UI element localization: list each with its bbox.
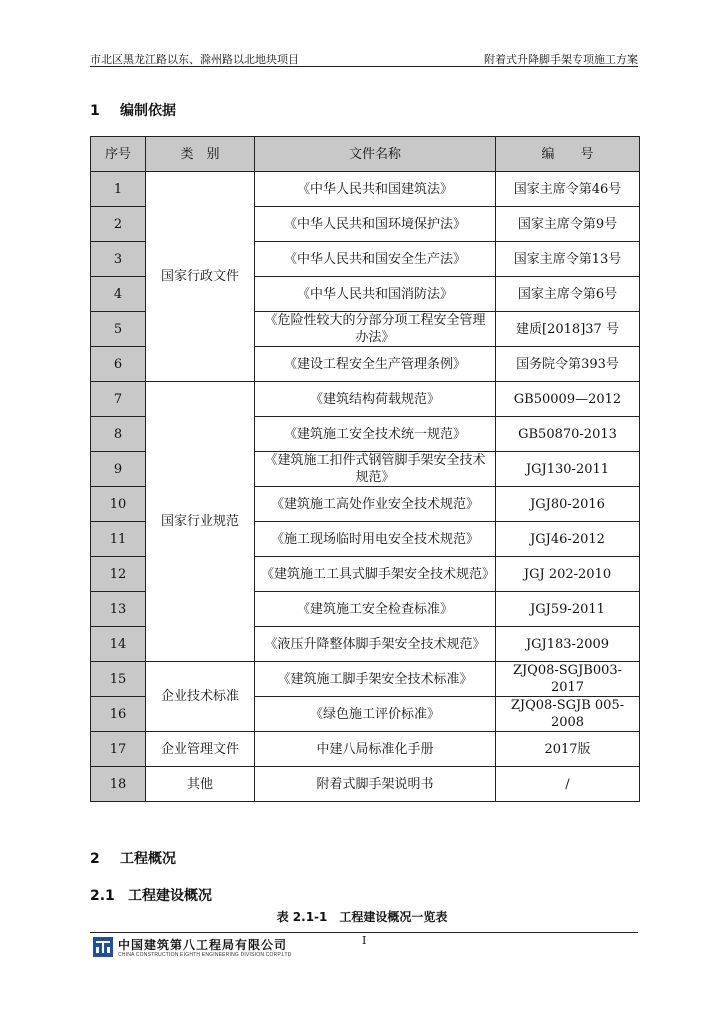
header-category: 类 别 bbox=[146, 137, 255, 172]
row-doc-name: 《建筑施工扣件式钢管脚手架安全技术规范》 bbox=[255, 452, 496, 487]
row-seq: 17 bbox=[91, 732, 146, 767]
row-code: JGJ183-2009 bbox=[496, 627, 640, 662]
row-doc-name: 《绿色施工评价标准》 bbox=[255, 697, 496, 732]
row-code: JGJ130-2011 bbox=[496, 452, 640, 487]
row-doc-name: 《建筑施工安全检查标准》 bbox=[255, 592, 496, 627]
row-seq: 10 bbox=[91, 487, 146, 522]
header-doc-name: 文件名称 bbox=[255, 137, 496, 172]
page-number: I bbox=[362, 934, 367, 947]
row-seq: 11 bbox=[91, 522, 146, 557]
row-doc-name: 《建筑施工安全技术统一规范》 bbox=[255, 417, 496, 452]
row-seq: 9 bbox=[91, 452, 146, 487]
row-code: JGJ46-2012 bbox=[496, 522, 640, 557]
category-other: 其他 bbox=[146, 767, 255, 802]
row-doc-name: 《中华人民共和国建筑法》 bbox=[255, 172, 496, 207]
row-seq: 14 bbox=[91, 627, 146, 662]
row-seq: 4 bbox=[91, 277, 146, 312]
row-code: 国家主席令第13号 bbox=[496, 242, 640, 277]
row-code: GB50870-2013 bbox=[496, 417, 640, 452]
row-code: / bbox=[496, 767, 640, 802]
section-2-number: 2 bbox=[90, 851, 100, 867]
row-doc-name: 中建八局标准化手册 bbox=[255, 732, 496, 767]
section-1-title: 编制依据 bbox=[120, 103, 176, 119]
section-1-number: 1 bbox=[90, 103, 100, 119]
table-row bbox=[91, 662, 640, 697]
row-code: 国家主席令第9号 bbox=[496, 207, 640, 242]
company-name-cn: 中国建筑第八工程局有限公司 bbox=[118, 938, 288, 952]
table-caption: 表 2.1-1 工程建设概况一览表 bbox=[276, 910, 448, 924]
row-doc-name: 《施工现场临时用电安全技术规范》 bbox=[255, 522, 496, 557]
section-2-title: 工程概况 bbox=[120, 851, 176, 867]
row-code: JGJ 202-2010 bbox=[496, 557, 640, 592]
row-doc-name: 《中华人民共和国消防法》 bbox=[255, 277, 496, 312]
category-national-industry: 国家行业规范 bbox=[146, 382, 255, 662]
basis-table bbox=[90, 136, 640, 802]
row-doc-name: 《中华人民共和国环境保护法》 bbox=[255, 207, 496, 242]
category-national-admin: 国家行政文件 bbox=[146, 172, 255, 382]
table-row bbox=[91, 172, 640, 207]
table-row bbox=[91, 767, 640, 802]
row-seq: 12 bbox=[91, 557, 146, 592]
table-row bbox=[91, 732, 640, 767]
row-seq: 13 bbox=[91, 592, 146, 627]
row-code: 国务院令第393号 bbox=[496, 347, 640, 382]
table-row bbox=[91, 382, 640, 417]
row-code: JGJ80-2016 bbox=[496, 487, 640, 522]
section-2-1-heading bbox=[90, 885, 212, 905]
section-1-heading bbox=[90, 100, 176, 120]
row-code: 国家主席令第46号 bbox=[496, 172, 640, 207]
row-doc-name: 《建设工程安全生产管理条例》 bbox=[255, 347, 496, 382]
row-seq: 7 bbox=[91, 382, 146, 417]
header-seq: 序号 bbox=[91, 137, 146, 172]
row-code: ZJQ08-SGJB 005-2008 bbox=[496, 697, 640, 732]
row-seq: 8 bbox=[91, 417, 146, 452]
row-doc-name: 《建筑施工高处作业安全技术规范》 bbox=[255, 487, 496, 522]
page-header bbox=[90, 48, 638, 67]
row-doc-name: 《中华人民共和国安全生产法》 bbox=[255, 242, 496, 277]
category-enterprise-tech: 企业技术标准 bbox=[146, 662, 255, 732]
row-code: JGJ59-2011 bbox=[496, 592, 640, 627]
row-code: ZJQ08-SGJB003-2017 bbox=[496, 662, 640, 697]
row-seq: 16 bbox=[91, 697, 146, 732]
company-name-en: CHINA CONSTRUCTION EIGHTH ENGINEERING DIVISION.CORP.LTD bbox=[118, 952, 292, 958]
header-project-name: 市北区黑龙江路以东、滁州路以北地块项目 bbox=[90, 53, 299, 66]
category-enterprise-mgmt: 企业管理文件 bbox=[146, 732, 255, 767]
row-seq: 2 bbox=[91, 207, 146, 242]
row-doc-name: 《危险性较大的分部分项工程安全管理办法》 bbox=[255, 312, 496, 347]
row-doc-name: 《建筑施工脚手架安全技术标准》 bbox=[255, 662, 496, 697]
section-2-1-number: 2.1 bbox=[90, 888, 115, 904]
section-2-1-title: 工程建设概况 bbox=[128, 888, 212, 904]
table-header-row bbox=[91, 137, 640, 172]
row-seq: 3 bbox=[91, 242, 146, 277]
header-code: 编 号 bbox=[496, 137, 640, 172]
row-code: 2017版 bbox=[496, 732, 640, 767]
company-logo-icon bbox=[93, 937, 113, 957]
row-code: 建质[2018]37 号 bbox=[496, 312, 640, 347]
row-seq: 18 bbox=[91, 767, 146, 802]
row-seq: 6 bbox=[91, 347, 146, 382]
header-document-title: 附着式升降脚手架专项施工方案 bbox=[484, 53, 638, 66]
row-doc-name: 《建筑施工工具式脚手架安全技术规范》 bbox=[255, 557, 496, 592]
row-doc-name: 《液压升降整体脚手架安全技术规范》 bbox=[255, 627, 496, 662]
row-seq: 1 bbox=[91, 172, 146, 207]
row-seq: 15 bbox=[91, 662, 146, 697]
row-doc-name: 《建筑结构荷载规范》 bbox=[255, 382, 496, 417]
row-doc-name: 附着式脚手架说明书 bbox=[255, 767, 496, 802]
row-seq: 5 bbox=[91, 312, 146, 347]
row-code: GB50009—2012 bbox=[496, 382, 640, 417]
row-code: 国家主席令第6号 bbox=[496, 277, 640, 312]
section-2-heading bbox=[90, 848, 176, 868]
footer-divider bbox=[90, 932, 638, 933]
